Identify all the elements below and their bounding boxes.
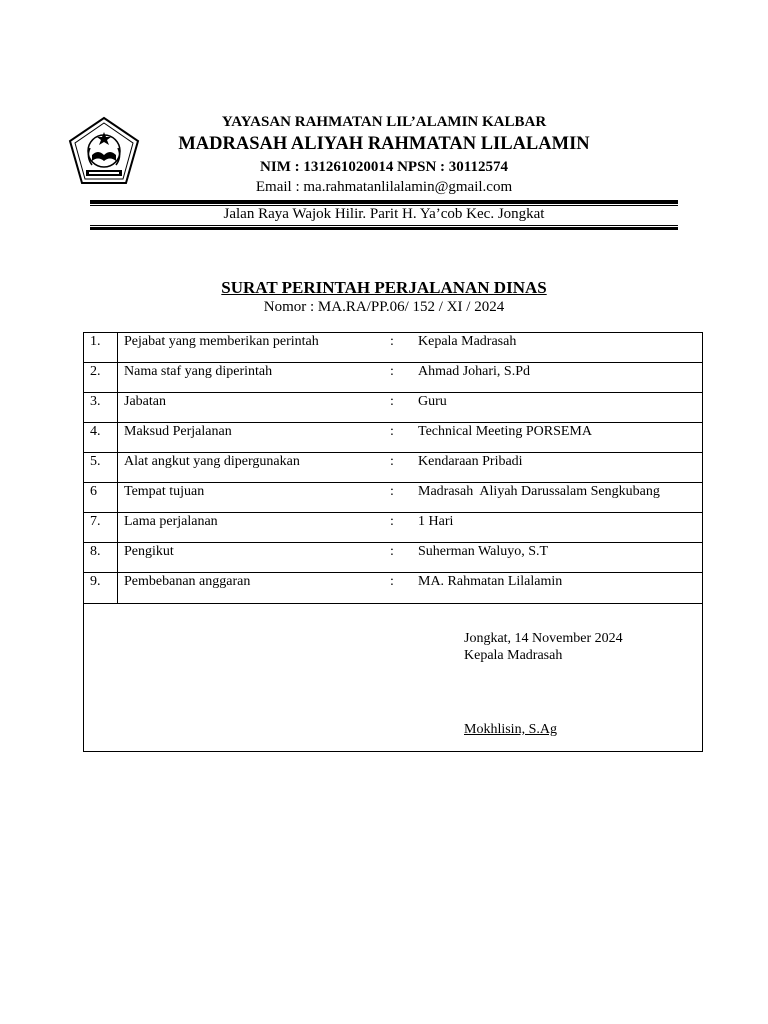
row-colon: : — [390, 394, 394, 409]
table-row — [84, 573, 702, 603]
row-label: Nama staf yang diperintah — [124, 364, 273, 379]
row-label: Jabatan — [124, 394, 166, 409]
table-row — [84, 543, 702, 573]
table-row — [84, 453, 702, 483]
table-row — [84, 513, 702, 543]
letterhead-divider-top — [90, 200, 678, 204]
row-value: Suherman Waluyo, S.T — [418, 544, 549, 559]
row-value: MA. Rahmatan Lilalamin — [418, 574, 563, 589]
row-colon: : — [390, 574, 394, 589]
row-number: 1. — [90, 334, 101, 349]
signature-place-date: Jongkat, 14 November 2024 — [464, 631, 623, 646]
row-colon: : — [390, 364, 394, 379]
signature-block — [83, 601, 703, 752]
row-colon: : — [390, 514, 394, 529]
document-title: SURAT PERINTAH PERJALANAN DINAS — [221, 278, 547, 297]
row-value: Kendaraan Pribadi — [418, 454, 523, 469]
row-value: Kepala Madrasah — [418, 334, 517, 349]
school-name: MADRASAH ALIYAH RAHMATAN LILALAMIN — [178, 134, 590, 154]
row-number: 8. — [90, 544, 101, 559]
school-email: Email : ma.rahmatanlilalamin@gmail.com — [255, 179, 513, 195]
travel-order-table — [83, 332, 703, 604]
letterhead-divider-bottom-thin — [90, 225, 678, 226]
row-colon: : — [390, 334, 394, 349]
document-number: Nomor : MA.RA/PP.06/ 152 / XI / 2024 — [263, 299, 505, 315]
row-colon: : — [390, 544, 394, 559]
table-row — [84, 333, 702, 363]
row-value: 1 Hari — [418, 514, 454, 529]
row-colon: : — [390, 454, 394, 469]
letterhead-divider-bottom — [90, 227, 678, 230]
row-colon: : — [390, 484, 394, 499]
table-row — [84, 363, 702, 393]
signatory-name: Mokhlisin, S.Ag — [464, 722, 557, 737]
row-number: 9. — [90, 574, 101, 589]
row-number: 4. — [90, 424, 101, 439]
row-label: Tempat tujuan — [124, 484, 205, 499]
school-ids: NIM : 131261020014 NPSN : 30112574 — [260, 159, 508, 175]
signature-position: Kepala Madrasah — [464, 648, 563, 663]
row-label: Alat angkut yang dipergunakan — [124, 454, 300, 469]
table-row — [84, 423, 702, 453]
school-address: Jalan Raya Wajok Hilir. Parit H. Ya’cob Kec. Jongkat — [223, 206, 545, 222]
row-number: 5. — [90, 454, 101, 469]
table-row — [84, 393, 702, 423]
row-label: Maksud Perjalanan — [124, 424, 232, 439]
row-value: Guru — [418, 394, 447, 409]
row-number: 3. — [90, 394, 101, 409]
foundation-name: YAYASAN RAHMATAN LIL’ALAMIN KALBAR — [221, 114, 547, 130]
row-number: 2. — [90, 364, 101, 379]
row-label: Pembebanan anggaran — [124, 574, 251, 589]
row-value: Technical Meeting PORSEMA — [418, 424, 592, 439]
row-value: Ahmad Johari, S.Pd — [418, 364, 530, 379]
row-colon: : — [390, 424, 394, 439]
row-label: Pengikut — [124, 544, 174, 559]
row-number: 7. — [90, 514, 101, 529]
row-number: 6 — [90, 484, 97, 499]
row-label: Lama perjalanan — [124, 514, 218, 529]
row-value: Madrasah Aliyah Darussalam Sengkubang — [418, 484, 660, 499]
table-row — [84, 483, 702, 513]
row-label: Pejabat yang memberikan perintah — [124, 334, 319, 349]
